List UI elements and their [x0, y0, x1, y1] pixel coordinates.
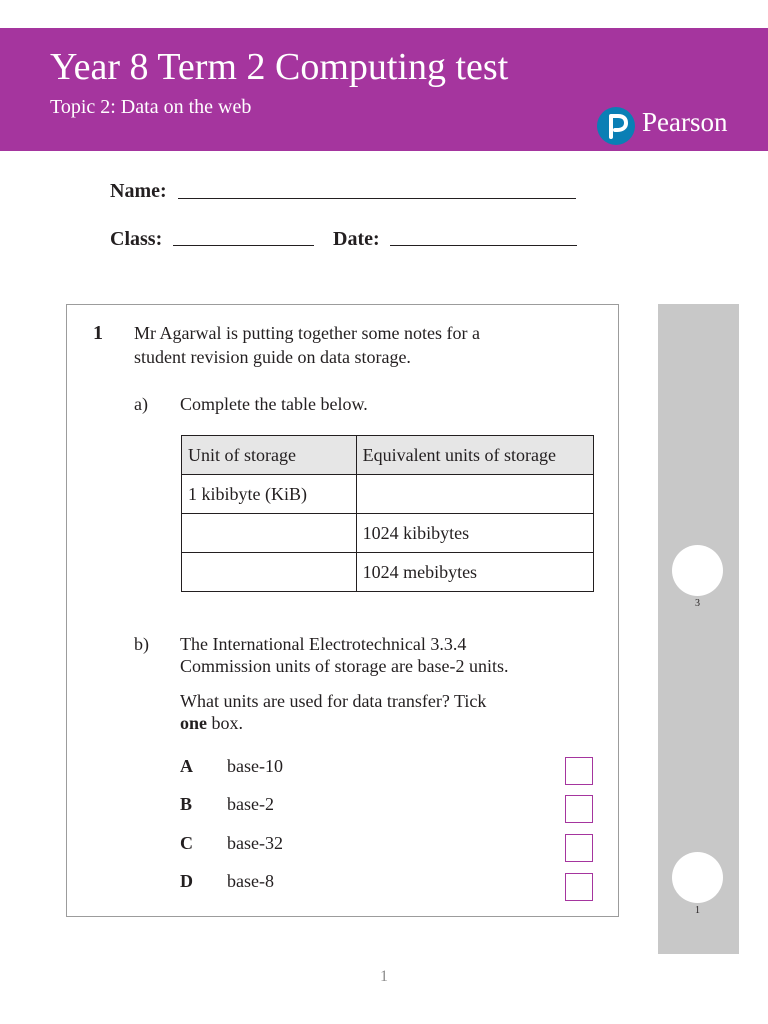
- prompt-rest: box.: [207, 713, 243, 733]
- marks-available-part-b: 1: [695, 905, 700, 916]
- option-b-checkbox[interactable]: [565, 795, 593, 823]
- question-intro-line2: student revision guide on data storage.: [134, 347, 411, 367]
- part-b-label: b): [134, 634, 149, 654]
- option-text: base-2: [227, 794, 274, 814]
- page-title: Year 8 Term 2 Computing test: [50, 46, 509, 88]
- option-a-checkbox[interactable]: [565, 757, 593, 785]
- option-letter: A: [180, 756, 193, 776]
- table-header-cell: Unit of storage: [182, 436, 357, 475]
- table-answer-cell[interactable]: [182, 553, 357, 592]
- page-subtitle: Topic 2: Data on the web: [50, 96, 252, 118]
- date-field[interactable]: [390, 245, 577, 246]
- table-cell: 1 kibibyte (KiB): [182, 475, 357, 514]
- part-b-line1: The International Electrotechnical 3.3.4: [180, 634, 467, 654]
- date-label: Date:: [333, 228, 380, 250]
- marks-circle-part-b[interactable]: [672, 852, 723, 903]
- part-a-instruction: Complete the table below.: [180, 394, 368, 414]
- question-number: 1: [93, 322, 103, 344]
- question-intro-line1: Mr Agarwal is putting together some notes for a: [134, 323, 480, 343]
- table-answer-cell[interactable]: [182, 514, 357, 553]
- name-label: Name:: [110, 180, 167, 202]
- table-header-cell: Equivalent units of storage: [356, 436, 593, 475]
- option-text: base-8: [227, 871, 274, 891]
- option-d-checkbox[interactable]: [565, 873, 593, 901]
- part-b-line2: Commission units of storage are base-2 units.: [180, 656, 509, 676]
- option-text: base-32: [227, 833, 283, 853]
- part-b-prompt-line1: What units are used for data transfer? Tick: [180, 691, 487, 711]
- pearson-logo-icon: [597, 107, 635, 145]
- part-a-label: a): [134, 394, 148, 414]
- class-label: Class:: [110, 228, 163, 250]
- table-answer-cell[interactable]: [356, 475, 593, 514]
- page-number: 1: [380, 968, 388, 985]
- option-c-checkbox[interactable]: [565, 834, 593, 862]
- name-field[interactable]: [178, 198, 576, 199]
- storage-units-table: [181, 435, 594, 592]
- brand-name: Pearson: [642, 107, 728, 137]
- option-letter: B: [180, 794, 193, 814]
- option-text: base-10: [227, 756, 283, 776]
- marks-circle-part-a[interactable]: [672, 545, 723, 596]
- option-letter: C: [180, 833, 193, 853]
- part-b-prompt-line2: [180, 711, 243, 735]
- table-cell: 1024 kibibytes: [356, 514, 593, 553]
- table-row: [182, 553, 594, 592]
- marks-available-part-a: 3: [695, 598, 700, 609]
- class-field[interactable]: [173, 245, 314, 246]
- table-row: [182, 475, 594, 514]
- prompt-emphasis: one: [180, 713, 207, 733]
- table-row: [182, 514, 594, 553]
- table-header-row: [182, 436, 594, 475]
- table-cell: 1024 mebibytes: [356, 553, 593, 592]
- option-letter: D: [180, 871, 193, 891]
